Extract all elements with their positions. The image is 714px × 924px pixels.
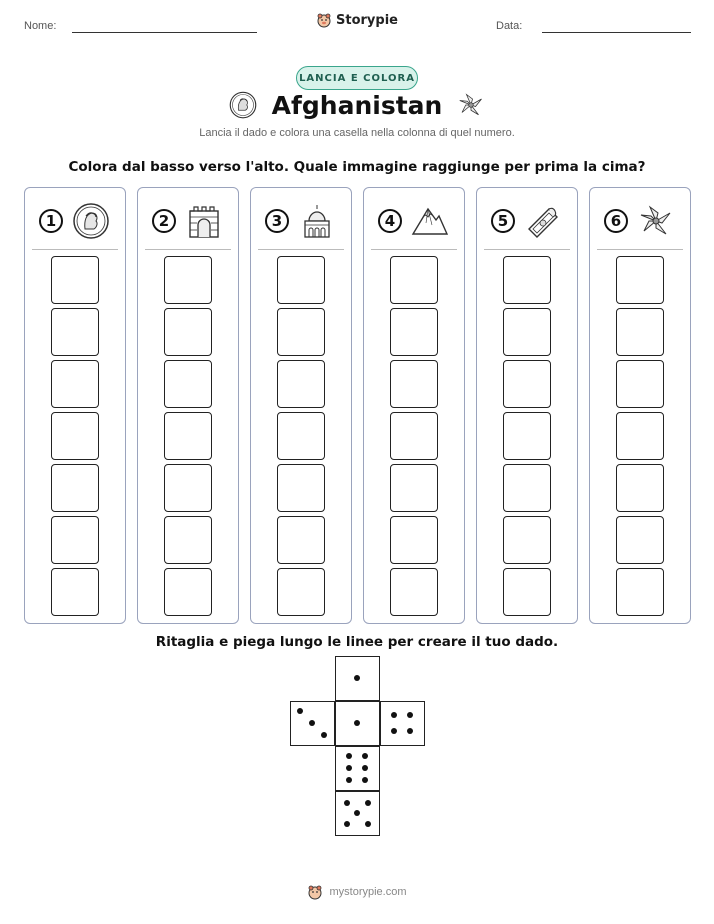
die-pip	[344, 821, 350, 827]
die-pip	[362, 753, 368, 759]
column-header	[590, 202, 690, 240]
coin-icon	[71, 201, 111, 241]
die-face-1	[335, 656, 380, 701]
color-box[interactable]	[390, 412, 438, 460]
brand-name: Storypie	[336, 12, 398, 28]
color-box[interactable]	[164, 256, 212, 304]
flower-icon	[456, 90, 486, 120]
mosque-icon	[297, 201, 337, 241]
column-number: 5	[491, 209, 515, 233]
color-box[interactable]	[164, 412, 212, 460]
color-box[interactable]	[390, 256, 438, 304]
date-label: Data:	[496, 20, 523, 32]
column-1	[24, 187, 126, 624]
subtitle: Lancia il dado e colora una casella nella colonna di quel numero.	[199, 127, 515, 139]
coin-icon	[228, 90, 258, 120]
name-label: Nome:	[24, 20, 57, 32]
color-box[interactable]	[51, 568, 99, 616]
color-box[interactable]	[390, 308, 438, 356]
column-header	[138, 202, 238, 240]
divider	[258, 249, 344, 250]
column-header	[251, 202, 351, 240]
color-box[interactable]	[390, 464, 438, 512]
die-pip	[362, 765, 368, 771]
divider	[484, 249, 570, 250]
die-pip	[407, 728, 413, 734]
die-face-6	[335, 746, 380, 791]
column-number: 1	[39, 209, 63, 233]
die-pip	[407, 712, 413, 718]
color-box[interactable]	[164, 308, 212, 356]
color-box[interactable]	[277, 568, 325, 616]
color-box[interactable]	[616, 516, 664, 564]
die-face-4	[380, 701, 425, 746]
color-box[interactable]	[51, 412, 99, 460]
color-box[interactable]	[503, 256, 551, 304]
flower-icon	[636, 201, 676, 241]
color-box[interactable]	[277, 360, 325, 408]
color-box[interactable]	[277, 516, 325, 564]
color-box[interactable]	[390, 568, 438, 616]
color-box[interactable]	[616, 308, 664, 356]
column-3	[250, 187, 352, 624]
color-box[interactable]	[164, 464, 212, 512]
color-box[interactable]	[164, 360, 212, 408]
color-box[interactable]	[51, 360, 99, 408]
color-box[interactable]	[503, 412, 551, 460]
color-box[interactable]	[164, 516, 212, 564]
divider	[145, 249, 231, 250]
color-box[interactable]	[503, 464, 551, 512]
columns-area	[24, 187, 690, 624]
color-box[interactable]	[277, 256, 325, 304]
color-box[interactable]	[616, 256, 664, 304]
color-box[interactable]	[51, 464, 99, 512]
color-box[interactable]	[503, 568, 551, 616]
divider	[597, 249, 683, 250]
column-header	[477, 202, 577, 240]
title-row	[0, 90, 714, 120]
color-box[interactable]	[51, 256, 99, 304]
color-box[interactable]	[616, 360, 664, 408]
color-box[interactable]	[51, 516, 99, 564]
die-face-3	[290, 701, 335, 746]
die-face-1	[335, 701, 380, 746]
die-face-5	[335, 791, 380, 836]
color-box[interactable]	[277, 308, 325, 356]
die-pip	[309, 720, 315, 726]
column-header	[364, 202, 464, 240]
die-pip	[391, 712, 397, 718]
divider	[32, 249, 118, 250]
footer-url: mystorypie.com	[329, 886, 407, 898]
color-box[interactable]	[164, 568, 212, 616]
die-pip	[354, 675, 360, 681]
column-number: 4	[378, 209, 402, 233]
color-box[interactable]	[390, 516, 438, 564]
column-5	[476, 187, 578, 624]
color-box[interactable]	[390, 360, 438, 408]
color-box[interactable]	[503, 360, 551, 408]
column-number: 3	[265, 209, 289, 233]
color-box[interactable]	[503, 308, 551, 356]
column-4	[363, 187, 465, 624]
column-header	[25, 202, 125, 240]
die-pip	[346, 753, 352, 759]
die-pip	[365, 800, 371, 806]
date-line	[542, 32, 691, 33]
die-pip	[297, 708, 303, 714]
color-box[interactable]	[51, 308, 99, 356]
mascot-icon	[307, 884, 323, 900]
color-box[interactable]	[277, 464, 325, 512]
die-pip	[391, 728, 397, 734]
footer	[0, 884, 714, 900]
column-6	[589, 187, 691, 624]
color-box[interactable]	[616, 568, 664, 616]
die-pip	[344, 800, 350, 806]
die-pip	[365, 821, 371, 827]
mountain-icon	[410, 201, 450, 241]
die-pip	[346, 765, 352, 771]
column-2	[137, 187, 239, 624]
color-box[interactable]	[503, 516, 551, 564]
die-net	[290, 656, 426, 836]
instruction: Colora dal basso verso l'alto. Quale immagine raggiunge per prima la cima?	[68, 159, 646, 175]
color-box[interactable]	[616, 412, 664, 460]
page-title: Afghanistan	[271, 90, 443, 120]
activity-badge: LANCIA E COLORA	[296, 66, 418, 90]
die-pip	[354, 720, 360, 726]
mascot-icon	[316, 12, 332, 28]
brand-logo	[0, 12, 714, 28]
name-line	[72, 32, 257, 33]
die-pip	[362, 777, 368, 783]
die-pip	[346, 777, 352, 783]
cut-instruction: Ritaglia e piega lungo le linee per creare il tuo dado.	[155, 634, 559, 650]
arch-gate-icon	[184, 201, 224, 241]
rug-icon	[523, 201, 563, 241]
color-box[interactable]	[616, 464, 664, 512]
die-pip	[354, 810, 360, 816]
column-number: 6	[604, 209, 628, 233]
divider	[371, 249, 457, 250]
die-pip	[321, 732, 327, 738]
color-box[interactable]	[277, 412, 325, 460]
column-number: 2	[152, 209, 176, 233]
